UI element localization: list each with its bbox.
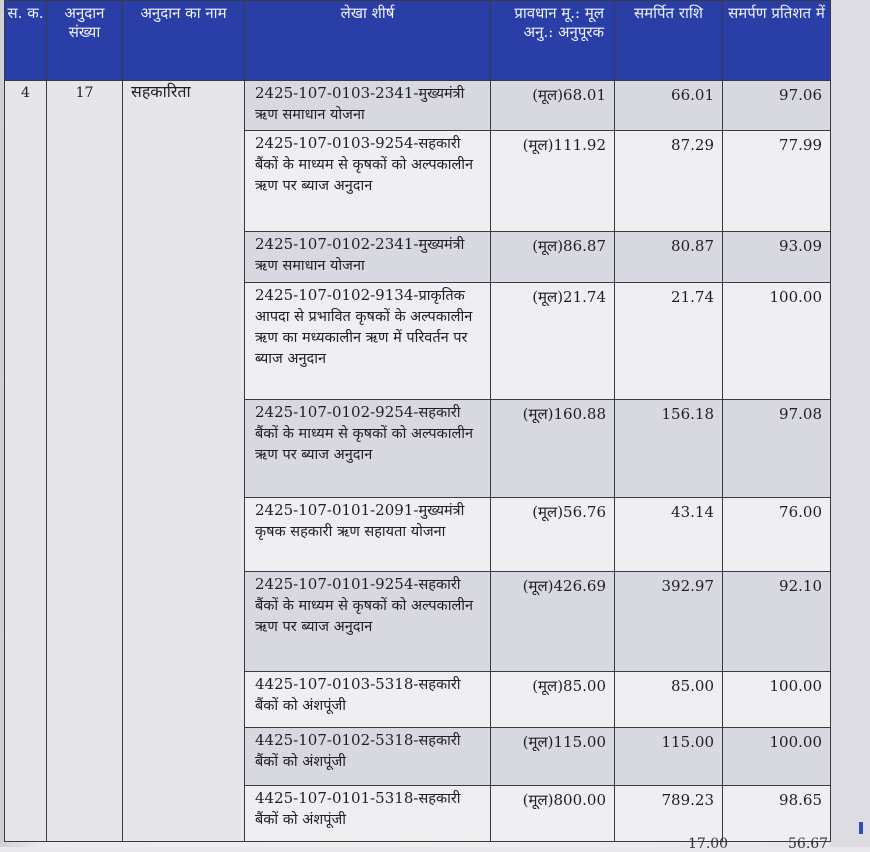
cell-provision: (मूल)85.00	[491, 672, 615, 728]
cell-account-head	[245, 232, 491, 283]
cell-provision: (मूल)111.92	[491, 131, 615, 232]
account-code: 4425-107-0103-5318-	[255, 675, 419, 693]
cell-percent: 92.10	[723, 572, 831, 672]
table-header-row	[5, 1, 831, 81]
account-desc: मुख्यमंत्री ऋण समाधान योजना	[255, 237, 465, 274]
blue-mark	[859, 822, 863, 834]
account-code: 2425-107-0102-9254-	[255, 403, 419, 421]
cell-account-head	[245, 283, 491, 400]
account-code: 4425-107-0102-5318-	[255, 731, 419, 749]
header-grant-no: अनुदान संख्या	[47, 1, 123, 81]
cell-provision: (मूल)115.00	[491, 728, 615, 786]
account-desc: सहकारी बैंकों को अंशपूंजी	[255, 733, 461, 770]
cell-percent: 100.00	[723, 728, 831, 786]
account-code: 2425-107-0101-9254-	[255, 575, 419, 593]
cut-off-surrendered: 17.00	[688, 836, 729, 852]
header-provision: प्रावधान मू.: मूल अनु.: अनुपूरक	[491, 1, 615, 81]
account-desc: प्राकृतिक आपदा से प्रभावित कृषकों के अल्पकालीन ऋण का मध्यकालीन ऋण में परिवर्तन पर ब्याज अनुदान	[255, 288, 473, 367]
cell-surrendered: 789.23	[615, 786, 723, 842]
cell-provision: (मूल)426.69	[491, 572, 615, 672]
cell-percent: 100.00	[723, 283, 831, 400]
cell-surrendered: 392.97	[615, 572, 723, 672]
table-row	[5, 81, 831, 131]
cell-account-head	[245, 131, 491, 232]
cell-percent: 77.99	[723, 131, 831, 232]
account-desc: मुख्यमंत्री कृषक सहकारी ऋण सहायता योजना	[255, 503, 465, 540]
account-desc: सहकारी बैंकों को अंशपूंजी	[255, 677, 461, 714]
account-code: 2425-107-0103-2341-	[255, 84, 419, 102]
cell-surrendered: 66.01	[615, 81, 723, 131]
account-code: 2425-107-0102-9134-	[255, 286, 419, 304]
account-desc: सहकारी बैंकों के माध्यम से कृषकों को अल्पकालीन ऋण पर ब्याज अनुदान	[255, 405, 474, 463]
cell-surrendered: 43.14	[615, 498, 723, 572]
cell-account-head	[245, 400, 491, 498]
account-code: 2425-107-0103-9254-	[255, 134, 419, 152]
cell-provision: (मूल)56.76	[491, 498, 615, 572]
cell-surrendered: 115.00	[615, 728, 723, 786]
cell-grant-name: सहकारिता	[123, 81, 245, 842]
cell-surrendered: 21.74	[615, 283, 723, 400]
page-edge-shadow	[830, 0, 870, 847]
account-code: 4425-107-0101-5318-	[255, 789, 419, 807]
account-code: 2425-107-0101-2091-	[255, 501, 419, 519]
cell-account-head	[245, 498, 491, 572]
cell-grant-no: 17	[47, 81, 123, 842]
cell-account-head	[245, 786, 491, 842]
cell-account-head	[245, 572, 491, 672]
header-account-head: लेखा शीर्ष	[245, 1, 491, 81]
cell-provision: (मूल)68.01	[491, 81, 615, 131]
account-desc: सहकारी बैंकों को अंशपूंजी	[255, 791, 461, 828]
cell-provision: (मूल)21.74	[491, 283, 615, 400]
cell-account-head	[245, 81, 491, 131]
cell-percent: 93.09	[723, 232, 831, 283]
header-sno: स. क.	[5, 1, 47, 81]
cut-off-percent: 56.67	[788, 836, 829, 852]
cell-percent: 76.00	[723, 498, 831, 572]
header-grant-name: अनुदान का नाम	[123, 1, 245, 81]
cell-percent: 100.00	[723, 672, 831, 728]
header-surrendered: समर्पित राशि	[615, 1, 723, 81]
cell-percent: 97.06	[723, 81, 831, 131]
cell-account-head	[245, 672, 491, 728]
cell-account-head	[245, 728, 491, 786]
surrender-table	[4, 0, 831, 842]
cell-surrendered: 87.29	[615, 131, 723, 232]
cell-sno: 4	[5, 81, 47, 842]
table-body	[5, 81, 831, 842]
cell-percent: 97.08	[723, 400, 831, 498]
cell-surrendered: 156.18	[615, 400, 723, 498]
cell-provision: (मूल)86.87	[491, 232, 615, 283]
cell-surrendered: 80.87	[615, 232, 723, 283]
cell-surrendered: 85.00	[615, 672, 723, 728]
account-desc: मुख्यमंत्री ऋण समाधान योजना	[255, 86, 465, 123]
cell-provision: (मूल)160.88	[491, 400, 615, 498]
header-percent: समर्पण प्रतिशत में	[723, 1, 831, 81]
cell-percent: 98.65	[723, 786, 831, 842]
cell-provision: (मूल)800.00	[491, 786, 615, 842]
account-desc: सहकारी बैंकों के माध्यम से कृषकों को अल्पकालीन ऋण पर ब्याज अनुदान	[255, 136, 474, 194]
account-code: 2425-107-0102-2341-	[255, 235, 419, 253]
account-desc: सहकारी बैंकों के माध्यम से कृषकों को अल्पकालीन ऋण पर ब्याज अनुदान	[255, 577, 474, 635]
